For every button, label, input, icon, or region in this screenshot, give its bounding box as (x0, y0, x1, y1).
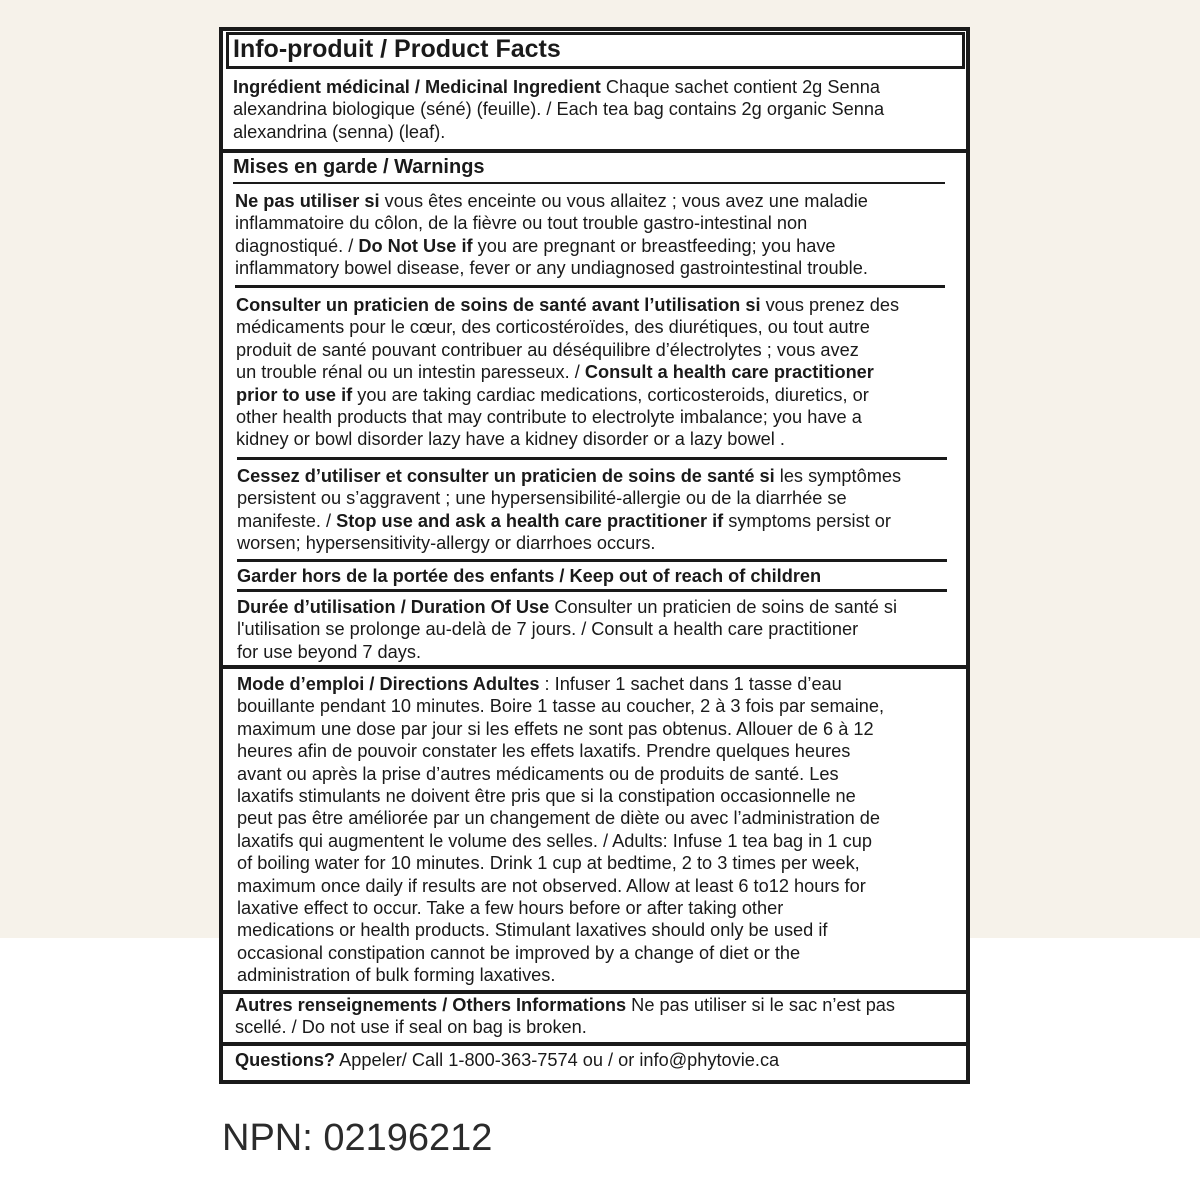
ingredient-heading: Ingrédient médicinal / Medicinal Ingredient (233, 77, 601, 97)
duration-section: Durée d’utilisation / Duration Of Use Consulter un praticien de soins de santé si l'utilisation se prolonge au-delà de 7 jours. / Consult a health care practitioner for use beyond 7 days. (237, 597, 898, 662)
ingredient-section: Ingrédient médicinal / Medicinal Ingredient Chaque sachet contient 2g Senna alexandrina biologique (séné) (feuille). / Each tea bag contains 2g organic Senna alexandrina (senna) (leaf). (233, 77, 885, 142)
stop-use-section: Cessez d’utiliser et consulter un praticien de soins de santé si les symptômes persistent ou s’aggravent ; une hypersensibilité-allergie ou de la diarrhée se manifeste. / Stop use and ask a health care practitioner if symptoms persist or worsen; hypersensitivity-allergy or diarrhoes occurs. (237, 466, 902, 554)
directions-section: Mode d’emploi / Directions Adultes : Infuser 1 sachet dans 1 tasse d’eau bouillante pendant 10 minutes. Boire 1 tasse au coucher, 2 à 3 fois par semaine, maximum une dose par jour si les effets ne sont pas obtenus. Allouer de 6 à 12 heures afin de pouvoir constater les effets laxatifs. Prendre quelques heures avant ou après la prise d’autres médicaments ou de produits de santé. Les laxatifs stimulants ne doivent être pris que si la constipation occasionnelle ne peut pas être améliorée par un changement de diète ou avec l’administration de laxatifs qui augmentent le volume des selles. / Adults: Infuse 1 tea bag in 1 cup of boiling water for 10 minutes. Drink 1 cup at bedtime, 2 to 3 times per week, maximum once daily if results are not observed. Allow at least 6 to12 hours for laxative effect to occur. Take a few hours before or after taking other medications or health products. Stimulant laxatives should only be used if occasional constipation cannot be improved by a change of diet or the administration of bulk forming laxatives. (237, 674, 885, 986)
divider-thin (237, 457, 947, 460)
divider-thick (223, 149, 968, 153)
npn-number: NPN: 02196212 (222, 1117, 493, 1159)
divider-thick (223, 1042, 968, 1046)
consult-section: Consulter un praticien de soins de santé avant l’utilisation si vous prenez des médicaments pour le cœur, des corticostéroïdes, des diurétiques, ou tout autre produit de santé pouvant contribuer au déséquilibre d’électrolytes ; vous avez un trouble rénal ou un intestin paresseux. / Consult a health care practitioner prior to use if you are taking cardiac medications, corticosteroids, diuretics, or other health products that may contribute to electrolyte imbalance; you have a kidney or bowl disorder lazy have a kidney disorder or a lazy bowel . (236, 295, 900, 450)
do-not-use-section: Ne pas utiliser si vous êtes enceinte ou vous allaitez ; vous avez une maladie inflammatoire du côlon, de la fièvre ou tout trouble gastro-intestinal non diagnostiqué. / Do Not Use if you are pregnant or breastfeeding; you have inflammatory bowel disease, fever or any undiagnosed gastrointestinal trouble. (235, 191, 868, 279)
divider-thick (223, 665, 968, 669)
divider-thin (233, 182, 945, 184)
panel-title: Info-produit / Product Facts (233, 35, 561, 63)
other-info-section: Autres renseignements / Others Informations Ne pas utiliser si le sac n’est pas scellé. / Do not use if seal on bag is broken. (235, 995, 896, 1038)
warnings-heading: Mises en garde / Warnings (233, 156, 485, 178)
divider-thin (237, 559, 947, 562)
divider-thin (235, 285, 945, 288)
questions-section: Questions? Appeler/ Call 1-800-363-7574 ou / or info@phytovie.ca (235, 1050, 780, 1070)
divider-thin (237, 589, 947, 592)
children-warning: Garder hors de la portée des enfants / Keep out of reach of children (237, 566, 822, 586)
